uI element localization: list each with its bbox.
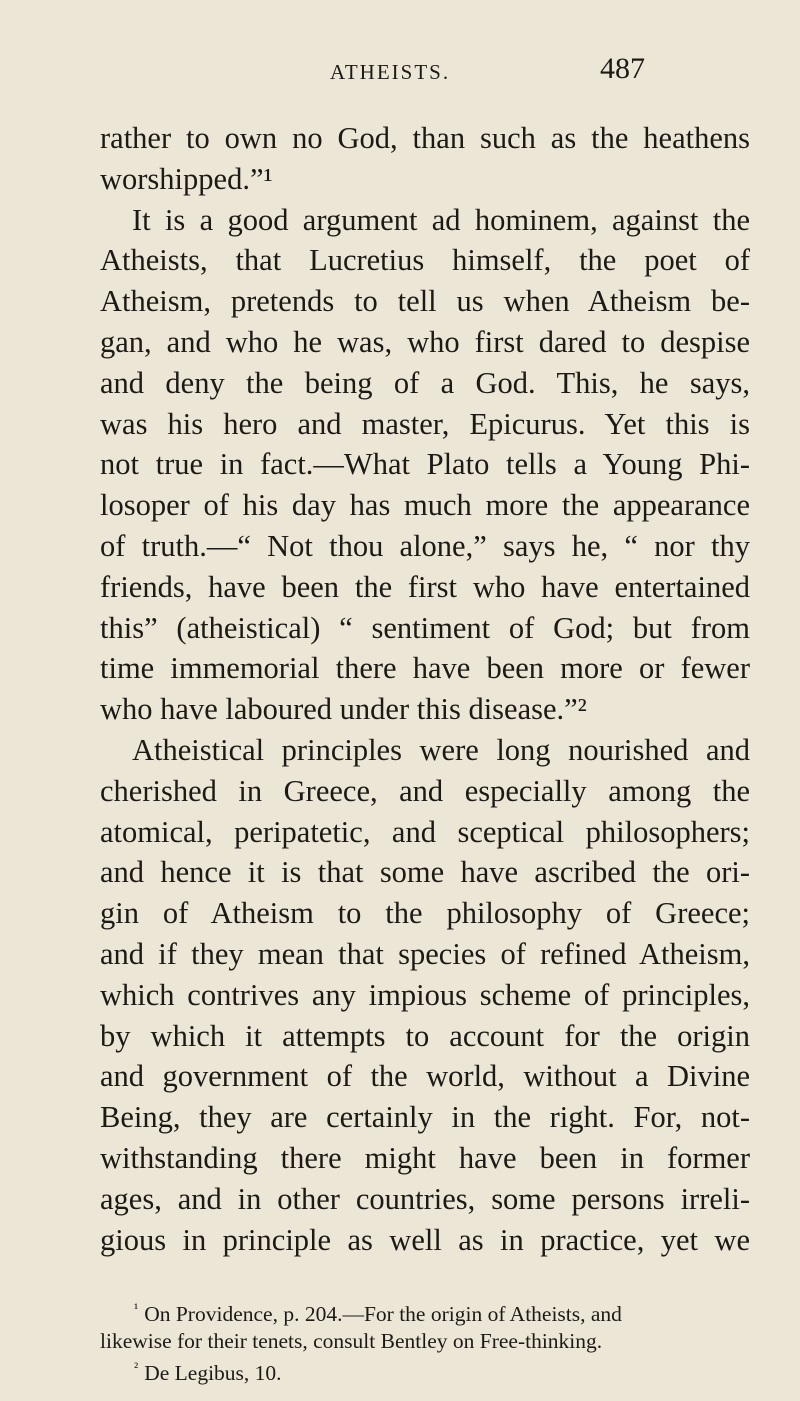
text-line: who have laboured under this disease.”² <box>100 692 587 727</box>
text-line: friends, have been the first who have entertained <box>100 569 750 604</box>
text-line: gan, and who he was, who first dared to despise <box>100 324 750 359</box>
text-line: Being, they are certainly in the right. For, not- <box>100 1100 750 1135</box>
text-line: withstanding there might have been in former <box>100 1140 750 1175</box>
text-line: which contrives any impious scheme of principles, <box>100 977 750 1012</box>
text-line: and deny the being of a God. This, he says, <box>100 365 750 400</box>
text-line: and government of the world, without a Divine <box>100 1059 750 1094</box>
text-line: Atheistical principles were long nourished and <box>132 732 750 767</box>
footnote-1-continued: likewise for their tenets, consult Bentley on Free-thinking. <box>100 1329 603 1354</box>
text-line: this” (atheistical) “ sentiment of God; but from <box>100 610 750 645</box>
text-line: of truth.—“ Not thou alone,” says he, “ nor thy <box>100 528 750 563</box>
page-number: 487 <box>600 52 645 85</box>
text-line: by which it attempts to account for the origin <box>100 1018 750 1053</box>
page-header <box>0 50 800 90</box>
text-line: and if they mean that species of refined Atheism, <box>100 936 750 971</box>
text-line: rather to own no God, than such as the heathens <box>100 121 750 155</box>
running-head: ATHEISTS. <box>330 60 451 84</box>
text-line: losoper of his day has much more the appearance <box>100 488 750 523</box>
text-line: cherished in Greece, and especially among the <box>100 773 750 808</box>
text-line: Atheists, that Lucretius himself, the poet of <box>100 243 750 278</box>
text-line: not true in fact.—What Plato tells a Young Phi- <box>100 447 750 482</box>
footnote-2 <box>100 1355 750 1387</box>
text-line: gin of Atheism to the philosophy of Greece; <box>100 896 750 931</box>
text-line: time immemorial there have been more or fewer <box>100 651 750 686</box>
footnote-text: On Providence, p. 204.—For the origin of Atheists, and <box>144 1302 622 1327</box>
text-line: gious in principle as well as in practice, yet we <box>100 1222 750 1257</box>
text-line: Atheism, pretends to tell us when Atheism be- <box>100 284 750 319</box>
footnote-1 <box>100 1296 750 1328</box>
text-line: and hence it is that some have ascribed the ori- <box>100 855 750 890</box>
footnote-marker: ² <box>134 1361 139 1377</box>
text-line: It is a good argument ad hominem, against the <box>132 202 750 237</box>
footnotes <box>100 1296 750 1387</box>
footnote-text: De Legibus, 10. <box>144 1361 282 1386</box>
text-line: was his hero and master, Epicurus. Yet this is <box>100 406 750 441</box>
text-line: ages, and in other countries, some persons irreli- <box>100 1181 750 1216</box>
text-line: atomical, peripatetic, and sceptical philosophers; <box>100 814 750 849</box>
text-line: worshipped.”¹ <box>100 161 273 196</box>
body-text <box>100 118 750 1260</box>
footnote-marker: ¹ <box>134 1302 139 1317</box>
